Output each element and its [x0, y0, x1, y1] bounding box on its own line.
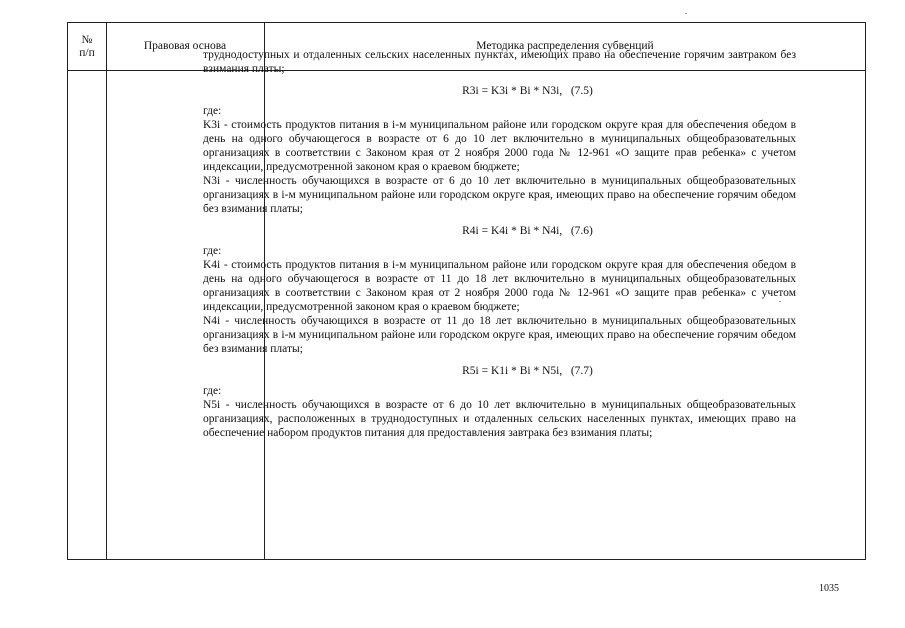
scan-speck [779, 301, 781, 302]
definition-k3i: K3i - стоимость продуктов питания в i-м муниципальном районе или городском округе края для обеспечения обедом в день на одного обучающегося в возрасте от 6 до 10 лет включительно в муниципальных общеобразовательных организациях в соответствии с Законом края от 2 ноября 2000 года № 12-961 «О защите прав ребенка» с учетом индексации, предусмотренной законом края о краевом бюджете; [203, 119, 796, 173]
formula-7-6: R4i = K4i * Bi * N4i, (7.6) [462, 225, 593, 237]
where-label: где: [203, 385, 222, 397]
definition-k4i: K4i - стоимость продуктов питания в i-м муниципальном районе или городском округе края для обеспечения обедом в день на одного обучающегося в возрасте от 11 до 18 лет включительно в муниципальных общеобразовательных организациях в соответствии с Законом края от 2 ноября 2000 года № 12-961 «О защите прав ребенка» с учетом индексации, предусмотренной законом края о краевом бюджете; [203, 259, 796, 313]
header-cell-number [68, 23, 106, 70]
formula-7-7: R5i = K1i * Bi * N5i, (7.7) [462, 365, 593, 377]
definition-n3i: N3i - численность обучающихся в возрасте от 6 до 10 лет включительно в муниципальных общеобразовательных организациях в i-м муниципальном районе или городском округе края, имеющих право на обеспечение горячим обедом без взимания платы; [203, 175, 796, 215]
header-legal-basis-label: Правовая основа [143, 40, 227, 52]
where-label: где: [203, 105, 222, 117]
paragraph-intro: труднодоступных и отдаленных сельских населенных пунктах, имеющих право на обеспечение горячим завтраком без взимания платы; [203, 49, 796, 75]
header-number-abbr: п/п [79, 46, 95, 59]
method-content [203, 48, 796, 440]
definition-n5i: N5i - численность обучающихся в возрасте от 6 до 10 лет включительно в муниципальных общеобразовательных организациях, расположенных в труднодоступных и отдаленных сельских населенных пунктах, имеющих право на обеспечение набором продуктов питания для предоставления завтрака без взимания платы; [203, 399, 796, 439]
header-method-label: Методика распределения субвенций [476, 40, 654, 52]
definition-n4i: N4i - численность обучающихся в возрасте от 11 до 18 лет включительно в муниципальных общеобразовательных организациях в i-м муниципальном районе или городском округе края, имеющих право на обеспечение горячим обедом без взимания платы; [203, 315, 796, 355]
scan-speck [685, 13, 687, 14]
where-label: где: [203, 245, 222, 257]
page-number: 1035 [819, 583, 839, 594]
column-divider [106, 23, 107, 559]
header-number-symbol: № [81, 33, 93, 46]
formula-7-5: R3i = K3i * Bi * N3i, (7.5) [462, 85, 593, 97]
